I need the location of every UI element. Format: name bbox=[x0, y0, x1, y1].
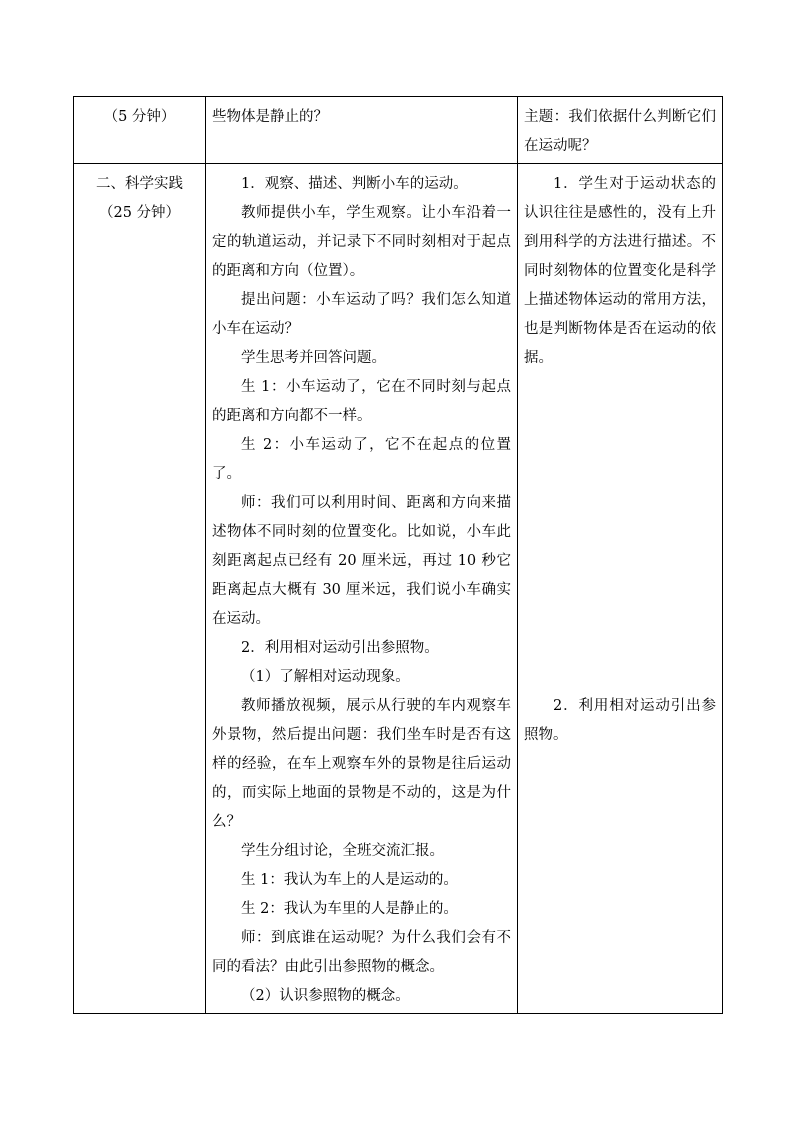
content-paragraph: （2）认识参照物的概念。 bbox=[241, 988, 410, 1004]
content-paragraph: 些物体是静止的？ bbox=[212, 109, 328, 125]
intent-paragraph: 主题：我们依据什么判断它们在运动呢？ bbox=[524, 109, 716, 154]
phase-time: （5 分钟） bbox=[103, 109, 176, 125]
content-paragraph: 师：到底谁在运动呢？为什么我们会有不同的看法？由此引出参照物的概念。 bbox=[212, 930, 511, 975]
content-paragraph: 师：我们可以利用时间、距离和方向来描述物体不同时刻的位置变化。比如说，小车此刻距离起点已经有 20 厘米远，再过 10 秒它距离起点大概有 30 厘米远，我们说小车确实在运动。 bbox=[212, 495, 511, 627]
spacer bbox=[524, 402, 716, 431]
content-paragraph: 生 2：我认为车里的人是静止的。 bbox=[241, 901, 458, 917]
content-paragraph: 教师提供小车，学生观察。让小车沿着一定的轨道运动，并记录下不同时刻相对于起点的距离和方向（位置）。 bbox=[212, 205, 511, 279]
spacer bbox=[524, 373, 716, 402]
spacer bbox=[524, 605, 716, 634]
phase-time: （25 分钟） bbox=[98, 205, 181, 221]
spacer bbox=[524, 663, 716, 692]
intent-cell bbox=[518, 97, 723, 164]
content-cell bbox=[206, 97, 518, 164]
phase-title: 二、科学实践 bbox=[96, 176, 183, 192]
intent-paragraph: 1．学生对于运动状态的认识往往是感性的，没有上升到用科学的方法进行描述。不同时刻物体的位置变化是科学上描述物体运动的常用方法，也是判断物体是否在运动的依据。 bbox=[524, 176, 716, 366]
phase-cell bbox=[74, 164, 206, 1014]
content-paragraph: 学生分组讨论，全班交流汇报。 bbox=[241, 843, 444, 859]
table-row bbox=[74, 97, 723, 164]
content-paragraph: （1）了解相对运动现象。 bbox=[241, 669, 410, 685]
spacer bbox=[524, 460, 716, 489]
spacer bbox=[524, 634, 716, 663]
content-paragraph: 1．观察、描述、判断小车的运动。 bbox=[241, 176, 468, 192]
spacer bbox=[524, 431, 716, 460]
content-paragraph: 生 1：我认为车上的人是运动的。 bbox=[241, 872, 458, 888]
content-paragraph: 生 2：小车运动了，它不在起点的位置了。 bbox=[212, 437, 511, 482]
intent-cell bbox=[518, 164, 723, 1014]
content-paragraph: 提出问题：小车运动了吗？我们怎么知道小车在运动？ bbox=[212, 292, 511, 337]
phase-cell bbox=[74, 97, 206, 164]
content-paragraph: 生 1：小车运动了，它在不同时刻与起点的距离和方向都不一样。 bbox=[212, 379, 511, 424]
intent-paragraph: 2．利用相对运动引出参照物。 bbox=[524, 698, 716, 743]
content-cell bbox=[206, 164, 518, 1014]
spacer bbox=[524, 547, 716, 576]
spacer bbox=[524, 489, 716, 518]
table-row bbox=[74, 164, 723, 1014]
content-paragraph: 学生思考并回答问题。 bbox=[241, 350, 386, 366]
lesson-plan-table bbox=[73, 96, 723, 1014]
spacer bbox=[524, 576, 716, 605]
content-paragraph: 2．利用相对运动引出参照物。 bbox=[241, 640, 439, 656]
content-paragraph: 教师播放视频，展示从行驶的车内观察车外景物，然后提出问题：我们坐车时是否有这样的经验，在车上观察车外的景物是往后运动的，而实际上地面的景物是不动的，这是为什么？ bbox=[212, 698, 511, 830]
spacer bbox=[524, 518, 716, 547]
